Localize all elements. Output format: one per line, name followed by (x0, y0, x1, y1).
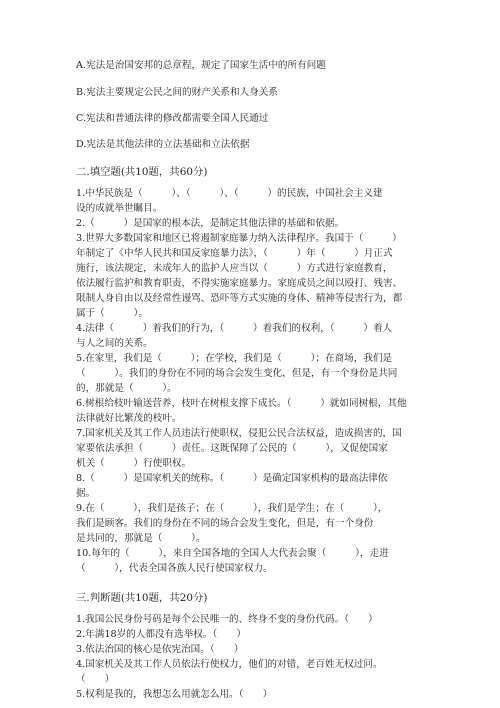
question-line: 的，那就是（ ）。 (76, 383, 177, 394)
question-line: 设的成就举世瞩目。 (76, 203, 163, 214)
question-line: 与人之间的关系。 (76, 338, 153, 349)
option-d: D.宪法是其他法律的立法基础和立法依据 (76, 139, 250, 150)
option-c: C.宪法和普通法律的修改都需要全国人民通过 (76, 113, 269, 124)
question-line: 2.年满18岁的人都没有选举权。（ ） (76, 629, 247, 640)
question-line: 施行，该法规定，未成年人的监护人应当以（ ）方式进行家庭教育， (76, 263, 393, 274)
question-line: 2.（ ）是国家的根本法，是制定其他法律的基础和依据。 (76, 218, 345, 229)
question-line: 法律就好比繁茂的枝叶。 (76, 413, 182, 424)
option-b: B.宪法主要规定公民之间的财产关系和人身关系 (76, 87, 278, 98)
question-line: 8.（ ）是国家机关的统称。（ ）是确定国家机构的最高法律依 (76, 473, 388, 484)
question-line: 6.树根给枝叶输送营养，枝叶在树根支撑下成长。（ ）就如同树根，其他 (76, 398, 407, 409)
question-line: 3.依法治国的核心是依宪治国。（ ） (76, 644, 244, 655)
question-line: 属于（ ）。 (76, 308, 148, 319)
question-line: 据。 (76, 488, 96, 499)
question-line: 3.世界大多数国家和地区已将遏制家庭暴力纳入法律程序。我国于（ ） (76, 233, 402, 244)
section-heading-fill-blank: 二.填空题(共10题，共60分) (76, 166, 208, 178)
question-line: 4.法律（ ）着我们的行为，（ ）着我们的权利，（ ）着人 (76, 323, 393, 334)
question-line: 我们是顾客。我们的身份在不同的场合会发生变化，但是，有一个身份 (76, 518, 374, 529)
question-line: 依法履行监护和教育职责，不得实施家庭暴力。家庭成员之间以殴打、残害、 (76, 278, 403, 289)
question-line: 9.在（ ），我们是孩子；在（ ），我们是学生；在（ ）， (76, 503, 388, 514)
question-line: （ ）。我们的身份在不同的场合会发生变化，但是，有一个身份是共同 (76, 368, 398, 379)
question-line: 5.在家里，我们是（ ）；在学校，我们是（ ）；在商场，我们是 (76, 353, 393, 364)
question-line: 是共同的，那就是（ ）。 (76, 533, 206, 544)
question-line: 7.国家机关及其工作人员违法行使职权，侵犯公民合法权益，造成损害的，国 (76, 428, 402, 439)
option-a: A.宪法是治国安邦的总章程，规定了国家生活中的所有问题 (76, 60, 326, 71)
question-line: 1.我国公民身份号码是每个公民唯一的、终身不变的身份代码。（ ） (76, 614, 378, 625)
question-line: 机关（ ）行使职权。 (76, 458, 192, 469)
question-line: 4.国家机关及其工作人员依法行使权力，他们的对错，老百姓无权过问。 (76, 659, 383, 670)
question-line: （ ），代表全国各族人民行使国家权力。 (76, 563, 273, 574)
question-line: 家要依法承担（ ）责任。这既保障了公民的（ ），又促使国家 (76, 443, 388, 454)
question-line: 年制定了《中华人民共和国反家庭暴力法》，（ ）年（ ）月正式 (76, 248, 393, 259)
section-heading-true-false: 三.判断题(共10题，共20分) (76, 592, 208, 604)
question-line: 1.中华民族是（ ）、（ ）、（ ）的民族，中国社会主义建 (76, 188, 383, 199)
question-line: 10.每年的（ ），来自全国各地的全国人大代表会聚（ ），走进 (76, 548, 389, 559)
question-line: 限制人身自由以及经常性谩骂、恐吓等方式实施的身体、精神等侵害行为，都 (76, 293, 403, 304)
question-line: （ ） (76, 674, 115, 685)
question-line: 5.权利是我的，我想怎么用就怎么用。（ ） (76, 689, 273, 700)
